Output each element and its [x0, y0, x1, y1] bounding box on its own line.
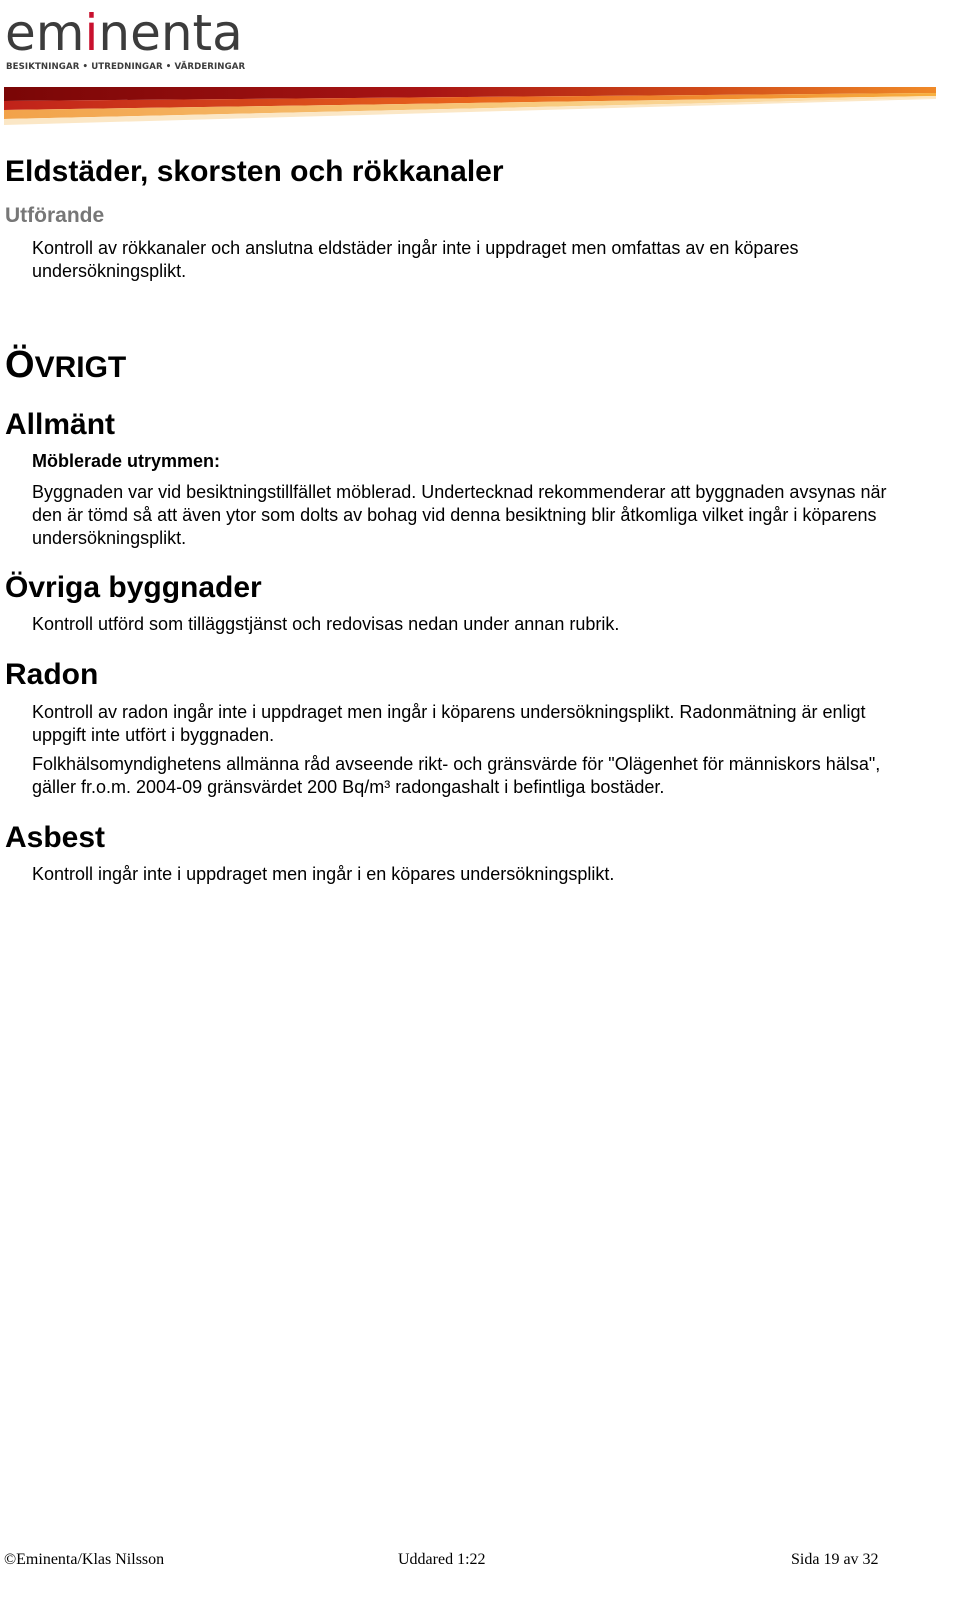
logo-wordmark: eminenta — [5, 4, 243, 62]
footer-property: Uddared 1:22 — [398, 1551, 486, 1568]
footer-page-number: Sida 19 av 32 — [791, 1551, 879, 1568]
paragraph-eldstader: Kontroll av rökkanaler och anslutna eldstäder ingår inte i uppdraget men omfattas av en köpares undersökningsplikt. — [32, 238, 799, 281]
label-moblerade-utrymmen: Möblerade utrymmen: — [32, 451, 221, 471]
section-subtitle-utforande: Utförande — [5, 204, 105, 227]
section-title-ovrigt: ÖVRIGT — [5, 344, 127, 386]
logo-tagline: BESIKTNINGAR • UTREDNINGAR • VÄRDERINGAR — [6, 62, 246, 72]
company-logo — [5, 4, 245, 74]
paragraph-ovriga-byggnader: Kontroll utförd som tilläggstjänst och redovisas nedan under annan rubrik. — [32, 614, 620, 634]
footer-copyright: ©Eminenta/Klas Nilsson — [4, 1551, 165, 1568]
page-footer — [0, 1551, 960, 1571]
paragraph-radon-2: Folkhälsomyndighetens allmänna råd avseende rikt- och gränsvärde för "Olägenhet för människors hälsa", gäller fr.o.m. 2004-09 gränsvärdet 200 Bq/m³ radongashalt i befintliga bostäder. — [32, 754, 881, 797]
paragraph-allmant: Byggnaden var vid besiktningstillfället möblerad. Undertecknad rekommenderar att byggnaden avsynas när den är tömd så att även ytor som dolts av bohag vid denna besiktning blir åtkomliga vilket ingår i köparens undersökningsplikt. — [32, 482, 887, 548]
section-title-ovriga-byggnader: Övriga byggnader — [5, 571, 262, 604]
paragraph-radon-1: Kontroll av radon ingår inte i uppdraget men ingår i köparens undersökningsplikt. Radonmätning är enligt uppgift inte utfört i byggnaden. — [32, 702, 866, 745]
section-title-radon: Radon — [5, 658, 99, 691]
section-title-allmant: Allmänt — [5, 408, 116, 441]
section-title-eldstader: Eldstäder, skorsten och rökkanaler — [5, 155, 504, 188]
header-banner-stripe — [4, 83, 936, 127]
paragraph-asbest: Kontroll ingår inte i uppdraget men ingår i en köpares undersökningsplikt. — [32, 864, 615, 884]
section-title-asbest: Asbest — [5, 821, 106, 854]
